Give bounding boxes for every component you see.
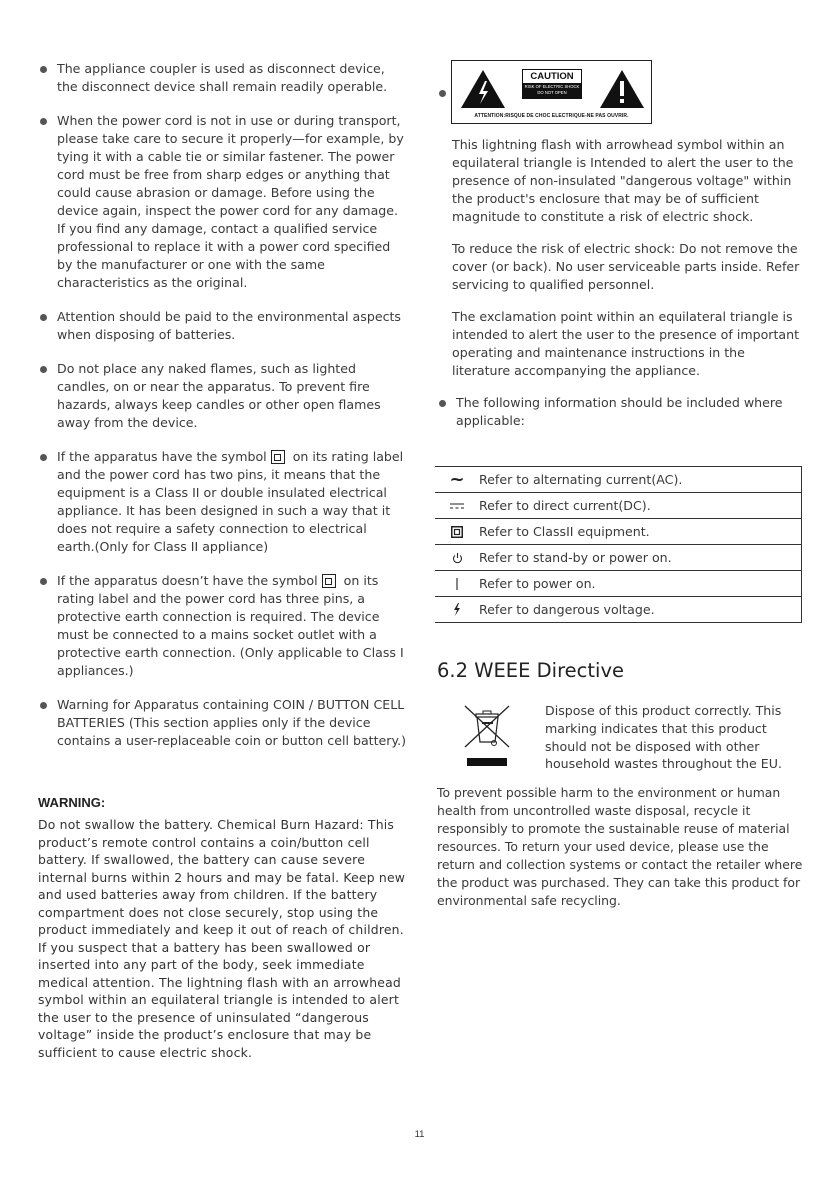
table-row: Refer to power on.	[435, 571, 801, 597]
bullet-following-information: The following information should be included where applicable:	[437, 394, 807, 430]
caution-footer: ATTENTION:RISQUE DE CHOC ELECTRIQUE-NE PAS OUVRIR.	[474, 113, 629, 119]
bullet-dot	[40, 66, 47, 73]
table-row: ~ Refer to alternating current(AC).	[435, 467, 801, 493]
caution-title: CAUTION	[523, 70, 581, 83]
weee-heading: 6.2 WEEE Directive	[437, 659, 624, 682]
table-row: Refer to stand-by or power on.	[435, 545, 801, 571]
bullet-class-i: If the apparatus doesn’t have the symbol on its rating label and the power cord has three pins, a protective earth connection is required. The device must be connected to a mains socket outlet with a protective earth connection. (Only applicable to Class I appliances.)	[38, 572, 408, 680]
bullet-naked-flames: Do not place any naked flames, such as lighted candles, on or near the apparatus. To prevent fire hazards, always keep candles or other open flames away from the device.	[38, 360, 408, 432]
table-row: Refer to dangerous voltage.	[435, 597, 801, 623]
bullet-batteries-environment: Attention should be paid to the environmental aspects when disposing of batteries.	[38, 308, 408, 344]
lightning-triangle-icon	[460, 69, 506, 109]
exclamation-triangle-icon	[599, 69, 645, 109]
table-row: Refer to direct current(DC).	[435, 493, 801, 519]
ac-tilde-icon: ~	[449, 469, 465, 490]
exclamation-explanation: The exclamation point within an equilateral triangle is intended to alert the user to the presence of important operating and maintenance instructions in the literature accompanying the appliance.	[452, 309, 800, 378]
bullet-dot	[40, 366, 47, 373]
bullet-dot	[40, 314, 47, 321]
class-ii-symbol-icon	[271, 450, 285, 464]
bullet-dot	[40, 702, 47, 709]
page-number: 11	[414, 1129, 425, 1140]
left-column	[38, 60, 408, 1061]
bullet-disconnect-device: The appliance coupler is used as disconnect device, the disconnect device shall remain readily operable.	[38, 60, 408, 96]
caution-subtitle: RISK OF ELECTRIC SHOCK DO NOT OPEN	[523, 83, 581, 99]
dc-icon	[435, 502, 479, 510]
bullet-dot	[439, 400, 446, 407]
bullet-dot	[40, 118, 47, 125]
shock-risk-paragraph: To reduce the risk of electric shock: Do not remove the cover (or back). No user serviceable parts inside. Refer servicing to qualified personnel.	[452, 241, 800, 292]
bullet-dot	[439, 90, 446, 97]
standby-power-icon	[435, 552, 479, 564]
warning-body: Do not swallow the battery. Chemical Burn Hazard: This product’s remote control contains a coin/button cell battery. If swallowed, the battery can cause severe internal burns within 2 hours and may be fatal. Keep new and used batteries away from children. If the battery compartment does not close securely, stop using the product immediately and keep it out of reach of children. If you suspect that a battery has been swallowed or inserted into any part of the body, seek immediate medical attention. The lightning flash with an arrowhead symbol within an equilateral triangle is intended to alert the user to the presence of uninsulated “dangerous voltage” inside the product’s enclosure that may be sufficient to cause electric shock.	[38, 817, 406, 1060]
bullet-coin-batteries: Warning for Apparatus containing COIN / BUTTON CELL BATTERIES (This section applies only if the device contains a user-replaceable coin or button cell battery.)	[38, 696, 408, 750]
bullet-dot	[40, 454, 47, 461]
class-ii-symbol-icon	[322, 574, 336, 588]
weee-body: To prevent possible harm to the environment or human health from uncontrolled waste disposal, recycle it responsibly to promote the sustainable reuse of material resources. To return your used device, please use the return and collection systems or contact the retailer where the product was purchased. They can take this product for environmental safe recycling.	[437, 785, 803, 908]
weee-marking	[437, 702, 807, 772]
class2-icon	[435, 526, 479, 538]
caution-label	[451, 60, 652, 124]
caution-sign	[522, 69, 582, 99]
right-column	[437, 60, 807, 910]
symbol-table	[435, 466, 802, 623]
table-row: Refer to ClassII equipment.	[435, 519, 801, 545]
dangerous-voltage-icon	[435, 603, 479, 616]
bullet-power-cord: When the power cord is not in use or during transport, please take care to secure it properly—for example, by tying it with a cable tie or similar fastener. The power cord must be free from sharp edges or anything that could cause abrasion or damage. Before using the device again, inspect the power cord for any damage. If you find any damage, contact a qualified service professional to replace it with a power cord specified by the manufacturer or one with the same characteristics as the original.	[38, 112, 408, 292]
weee-side-text: Dispose of this product correctly. This marking indicates that this product should not be disposed with other household wastes throughout the EU.	[545, 703, 782, 772]
bullet-dot	[40, 578, 47, 585]
lightning-explanation: This lightning flash with arrowhead symbol within an equilateral triangle is Intended to alert the user to the presence of non-insulated "dangerous voltage" within the product's enclosure that may be of sufficient magnitude to constitute a risk of electric shock.	[452, 137, 794, 224]
crossed-out-bin-icon	[461, 702, 517, 772]
caution-label-row	[437, 60, 807, 126]
bullet-class-ii: If the apparatus have the symbol on its rating label and the power cord has two pins, it means that the equipment is a Class II or double insulated electrical appliance. It has been designed in such a way that it does not require a safety connection to electrical earth.(Only for Class II appliance)	[38, 448, 408, 556]
power-on-icon	[435, 578, 479, 590]
warning-title: WARNING:	[38, 795, 106, 810]
